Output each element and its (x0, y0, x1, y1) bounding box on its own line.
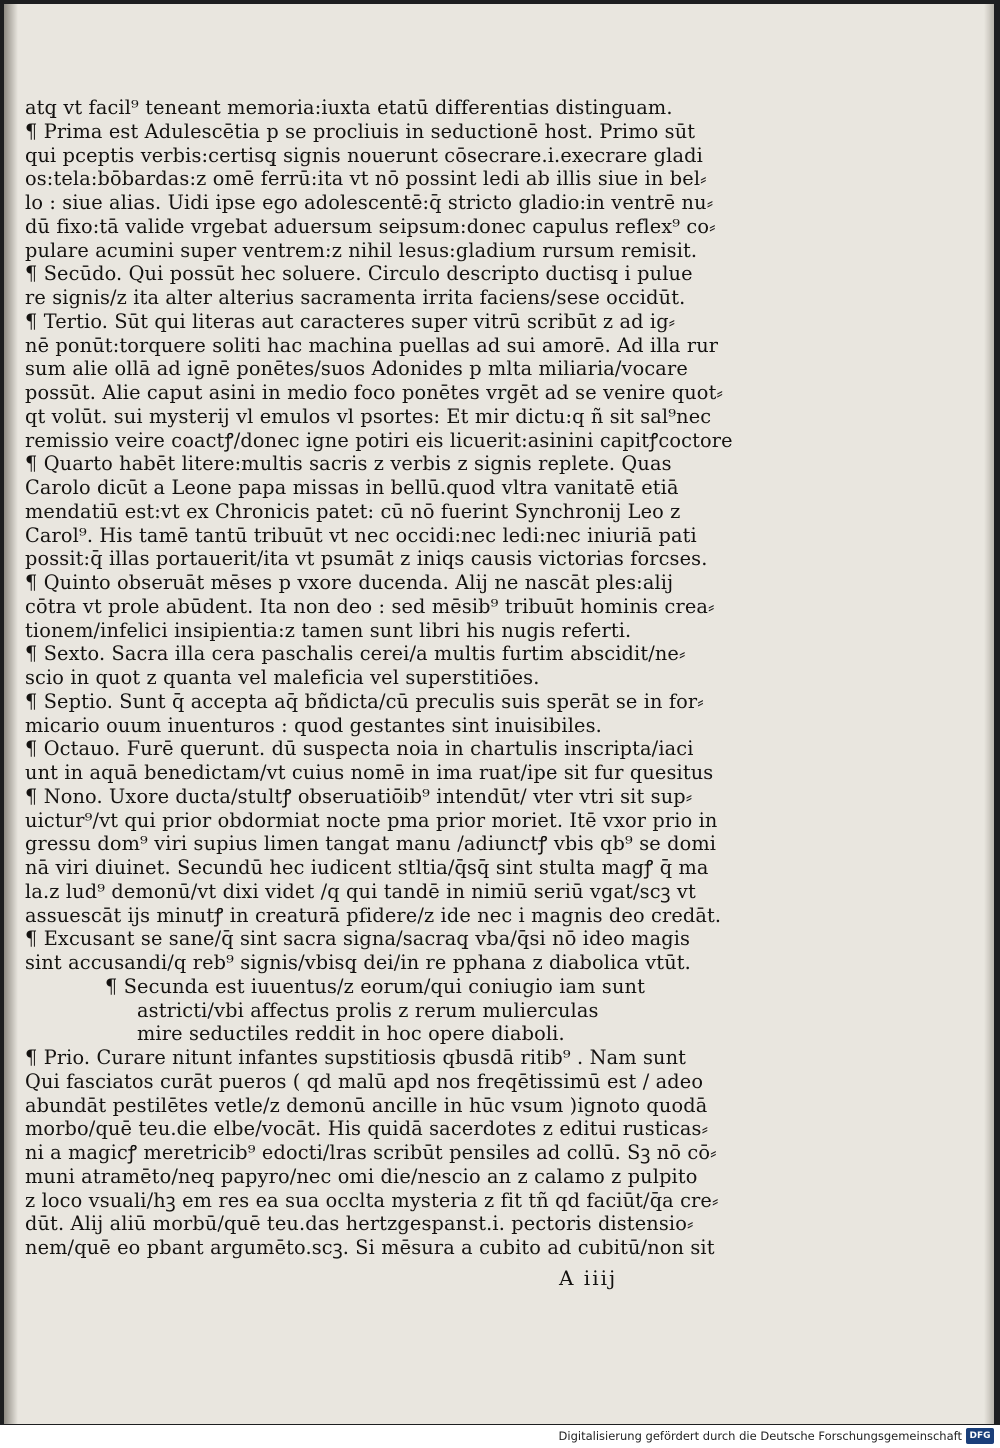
text-line: cōtra vt prole abūdent. Ita non deo : sed mēsib⁹ tribuūt hominis crea⸗ (25, 594, 715, 618)
text-line: Carol⁹. His tamē tantū tribuūt vt nec occidi:nec ledi:nec iniuriā pati (25, 523, 697, 547)
text-line: ¶ Septio. Sunt q̄ accepta aq̄ bñdicta/cū preculis suis sperāt se in for⸗ (25, 689, 704, 713)
text-line: ¶ Prima est Adulescētia p se procliuis in seductionē host. Primo sūt (25, 119, 696, 143)
book-page (4, 4, 994, 1424)
text-line: mendatiū est:vt ex Chronicis patet: cū nō fuerint Synchronij Leo z (25, 499, 681, 523)
text-line: ¶ Prio. Curare nitunt infantes supstitiosis qbusdā ritib⁹ . Nam sunt (25, 1046, 687, 1069)
text-line: ¶ Octauo. Furē querunt. dū suspecta noia in chartulis inscripta/iaci (25, 737, 694, 761)
text-line: ¶ Nono. Uxore ducta/stultꝭ obseruatiōib⁹ intendūt/ vter vtri sit sup⸗ (25, 784, 693, 808)
text-line: os:tela:bōbardas:z omē ferrū:ita vt nō possint ledi ab illis siue in bel⸗ (25, 167, 707, 191)
text-line: morbo/quē teu.die elbe/vocāt. His quidā sacerdotes z editui rusticas⸗ (25, 1117, 709, 1141)
text-line: remissio veire coactꝭ/donec igne potiri eis licuerit:asinini capitꝭcoctore (25, 428, 733, 452)
text-line: ¶ Sexto. Sacra illa cera paschalis cerei/a multis furtim abscidit/ne⸗ (25, 642, 686, 666)
text-line: qt volūt. sui mysterij vl emulos vl psortes: Et mir dictu:q ñ sit sal⁹nec (25, 404, 712, 428)
footer-credit: Digitalisierung gefördert durch die Deutsche Forschungsgemeinschaft (558, 1429, 962, 1443)
text-line: ¶ Secunda est iuuentus/z eorum/qui coniugio iam sunt (105, 974, 645, 998)
text-line: ¶ Tertio. Sūt qui literas aut caracteres super vitrū scribūt z ad ig⸗ (25, 309, 676, 333)
text-line: ¶ Quarto habēt litere:multis sacris z verbis z signis replete. Quas (25, 452, 672, 476)
text-line: unt in aquā benedictam/vt cuius nomē in ima ruat/ipe sit fur quesitus (25, 761, 714, 784)
text-line: assuescāt ijs minutꝭ in creaturā pfidere/z ide nec i magnis deo credāt. (25, 903, 722, 927)
signature-mark: A iiij (559, 1266, 618, 1290)
text-line: z loco vsuali/hꝫ em res ea sua occlta mysteria z fit tñ qd faciūt/q̄a cre⸗ (25, 1188, 719, 1212)
text-line: ¶ Quinto obseruāt mēses p vxore ducenda. Alij ne nascāt ples:alij (25, 571, 674, 594)
text-line: micario ouum inuenturos : quod gestantes sint inuisibiles. (25, 713, 602, 737)
text-line: la.z lud⁹ demonū/vt dixi videt /q qui tandē in nimiū seriū vgat/scꝫ vt (25, 879, 696, 903)
text-line: Carolo dicūt a Leone papa missas in bellū.quod vltra vanitatē etiā (25, 476, 679, 499)
text-line: pulare acumini super ventrem:z nihil lesus:gladium rursum remisit. (25, 238, 698, 262)
text-line: muni atramēto/neq̧ papyro/nec omi die/nescio an z calamo z pulpito (25, 1164, 698, 1188)
page-text-block (25, 96, 769, 1260)
text-line: nem/quē eo pbant argumēto.scꝫ. Si mēsura a cubito ad cubitū/non sit (25, 1236, 715, 1259)
text-line: atq̧ vt facil⁹ teneant memoria:iuxta etatū differentias distinguam. (25, 96, 673, 119)
text-line: uictur⁹/vt qui prior obdormiat nocte pma prior moriet. Itē vxor prio in (25, 808, 718, 832)
text-line: dūt. Alij aliū morbū/quē teu.das hertzgespanst.i. pectoris distensio⸗ (25, 1212, 694, 1236)
text-line: ni a magicꝭ meretricib⁹ edocti/lras scribūt pensiles ad collū. Sꝫ nō cō⸗ (25, 1141, 717, 1164)
text-line: nā viri diuinet. Secundū hec iudicent stltia/q̄sq̄ sint stulta magꝭ q̄ ma (25, 856, 709, 879)
text-line: sint accusandi/q reb⁹ signis/vbisq̧ dei/in re pphana z diabolica vtūt. (25, 951, 691, 974)
footer-bar (0, 1425, 1000, 1448)
gutter-shadow (4, 4, 18, 1424)
text-line: dū fixo:tā valide vrgebat aduersum seipsum:donec capulus reflex⁹ co⸗ (25, 214, 716, 238)
text-line: ¶ Secūdo. Qui possūt hec soluere. Circulo descripto ductisq̧ i pulue (25, 262, 693, 286)
text-line: astricti/vbi affectus prolis z rerum mulierculas (137, 998, 599, 1022)
text-line: gressu dom⁹ viri supius limen tangat manu /adiunctꝭ vbis qb⁹ se domi (25, 832, 717, 856)
text-line: ¶ Excusant se sane/q̄ sint sacra signa/sacraq̧ vba/q̄si nō ideo magis (25, 927, 691, 951)
text-line: possit:q̄ illas portauerit/ita vt psumāt z iniqs causis victorias forcses. (25, 547, 708, 571)
text-line: lo : siue alias. Uidi ipse ego adolescentē:q̄ stricto gladio:in ventrē nu⸗ (25, 191, 714, 214)
edge-shadow (984, 4, 994, 1424)
text-line: possūt. Alie caput asini in medio foco ponētes vrgēt ad se venire quot⸗ (25, 381, 724, 404)
text-line: tionem/infelici insipientia:z tamen sunt libri his nugis referti. (25, 618, 632, 642)
text-line: scio in quot z quanta vel maleficia vel superstitiōes. (25, 666, 540, 689)
text-line: abundāt pestilētes vetle/z demonū ancille in hūc vsum )ignoto quodā (25, 1093, 708, 1117)
text-line: nē ponūt:torquere soliti hac machina puellas ad sui amorē. Ad illa rur (25, 333, 719, 357)
text-line: Qui fasciatos curāt pueros ( qd malū apd nos freqētissimū est / adeo (25, 1069, 704, 1093)
text-line: sum alie ollā ad ignē ponētes/suos Adonides p mlta miliaria/vocare (25, 357, 688, 381)
dfg-logo: DFG (966, 1428, 994, 1444)
text-line: re signis/z ita alter alterius sacramenta irrita faciens/sese occidūt. (25, 286, 686, 309)
text-line: mire seductiles reddit in hoc opere diaboli. (137, 1022, 565, 1046)
text-line: qui pceptis verbis:certisq̧ signis nouerunt cōsecrare.i.execrare gladi (25, 143, 703, 167)
